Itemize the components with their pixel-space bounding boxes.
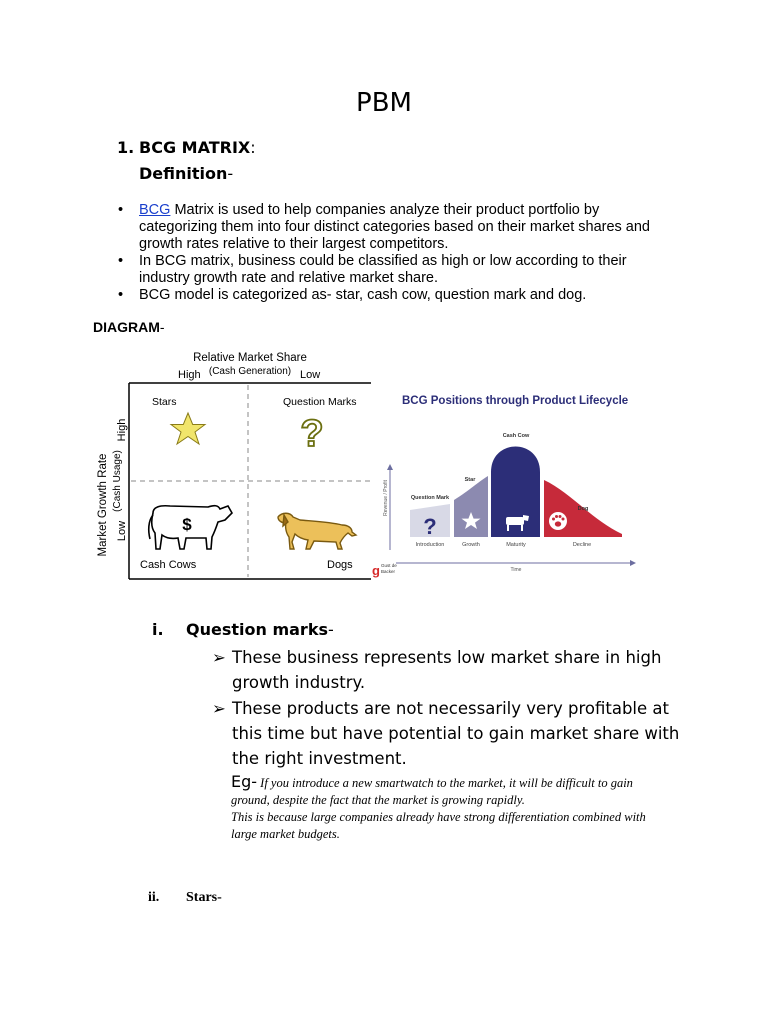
logo-line2: Backer xyxy=(381,569,396,574)
section-heading xyxy=(139,138,256,157)
matrix-top-high: High xyxy=(178,369,201,381)
page-title: PBM xyxy=(356,88,412,118)
bullet-text: BCG model is categorized as- star, cash cow, question mark and dog. xyxy=(139,287,587,303)
arrow-item-text: These products are not necessarily very profitable at this time but have potential to gain market share with the right investment. xyxy=(232,699,680,768)
matrix-cash-cows-label: Cash Cows xyxy=(140,559,197,571)
section-title: BCG MATRIX xyxy=(139,138,251,157)
diagram-label xyxy=(93,319,165,335)
stage-dog-paw-icon xyxy=(549,512,567,530)
lifecycle-title: BCG Positions through Product Lifecycle xyxy=(402,395,629,407)
bullet-item xyxy=(118,253,678,287)
matrix-top-sub: (Cash Generation) xyxy=(208,366,292,377)
arrow-bullet-icon: ➢ xyxy=(212,648,226,667)
question-mark-icon: ? xyxy=(300,413,324,455)
stage-bottom-label: Decline xyxy=(572,542,592,548)
example-label: Eg- xyxy=(231,772,258,791)
subsection-title: Stars xyxy=(186,890,218,905)
definition-bullets xyxy=(118,202,678,304)
definition-dash: - xyxy=(227,164,234,183)
stage-bottom-label: Maturity xyxy=(506,542,526,548)
stage-bottom-label: Growth xyxy=(462,542,480,548)
dog-icon xyxy=(278,513,356,549)
logo-line1: Gust de xyxy=(381,563,397,568)
subsection-title: Question marks xyxy=(186,620,328,639)
bullet-text: In BCG matrix, business could be classified as high or low according to their industry growth rate and relative market share. xyxy=(139,253,627,286)
matrix-dogs-label: Dogs xyxy=(327,559,353,571)
diagram-dash: - xyxy=(159,319,165,335)
subsection-dash: - xyxy=(217,890,222,905)
arrow-list-item xyxy=(212,645,682,695)
example-paragraph xyxy=(231,773,671,843)
subsection-number: ii. xyxy=(148,890,160,905)
section-number: 1. xyxy=(117,138,135,157)
subsection-heading xyxy=(186,890,222,906)
stage-bottom-label: Introduction xyxy=(415,542,445,548)
stage-star-shape xyxy=(454,476,488,537)
lifecycle-y-arrow xyxy=(387,464,393,470)
lifecycle-x-arrow xyxy=(630,560,636,566)
subsection-number: i. xyxy=(152,620,164,639)
bullet-text: Matrix is used to help companies analyze their product portfolio by categorizing them into four distinct categories based on their market shares and growth rates relative to their largest competitors. xyxy=(139,202,650,252)
matrix-left-low: Low xyxy=(116,520,128,542)
matrix-top-low: Low xyxy=(300,369,321,381)
matrix-stars-label: Stars xyxy=(152,396,177,408)
matrix-top-title: Relative Market Share xyxy=(193,352,307,364)
arrow-item-text: These business represents low market share in high growth industry. xyxy=(232,648,662,692)
diagram-label-text: DIAGRAM xyxy=(93,319,160,335)
bullet-item xyxy=(118,287,678,304)
matrix-left-sub: (Cash Usage) xyxy=(112,450,123,512)
example-text: If you introduce a new smartwatch to the market, it will be difficult to gain ground, despite the fact that the market is growing rapidly. xyxy=(231,776,633,807)
definition-label: Definition xyxy=(139,164,228,183)
definition-heading xyxy=(139,164,233,183)
bcg-lifecycle-diagram xyxy=(370,380,640,580)
section-colon: : xyxy=(250,138,256,157)
subsection-heading xyxy=(186,620,334,639)
arrow-bullet-icon: ➢ xyxy=(212,699,226,718)
bcg-link[interactable]: BCG xyxy=(139,202,171,218)
stage-top-label: Dog xyxy=(577,506,589,512)
stage-top-label: Question Mark xyxy=(410,495,450,501)
matrix-question-marks-label: Question Marks xyxy=(283,396,357,408)
example-text-2: This is because large companies already have strong differentiation combined with large market budgets. xyxy=(231,810,646,841)
stage-top-label: Star xyxy=(464,477,476,483)
matrix-left-high: High xyxy=(116,418,128,442)
subsection-dash: - xyxy=(327,620,334,639)
arrow-list-item xyxy=(212,696,682,771)
bullet-item xyxy=(118,202,678,253)
lifecycle-y-label: Revenue / Profit xyxy=(383,480,389,516)
star-icon xyxy=(171,413,205,444)
logo-icon: g xyxy=(372,563,380,578)
stage-qm-icon: ? xyxy=(423,514,437,539)
dollar-icon: $ xyxy=(182,515,192,534)
stage-top-label: Cash Cow xyxy=(502,433,530,439)
matrix-left-title: Market Growth Rate xyxy=(97,453,109,557)
bcg-matrix-diagram xyxy=(90,345,380,590)
lifecycle-x-label: Time xyxy=(510,567,522,573)
